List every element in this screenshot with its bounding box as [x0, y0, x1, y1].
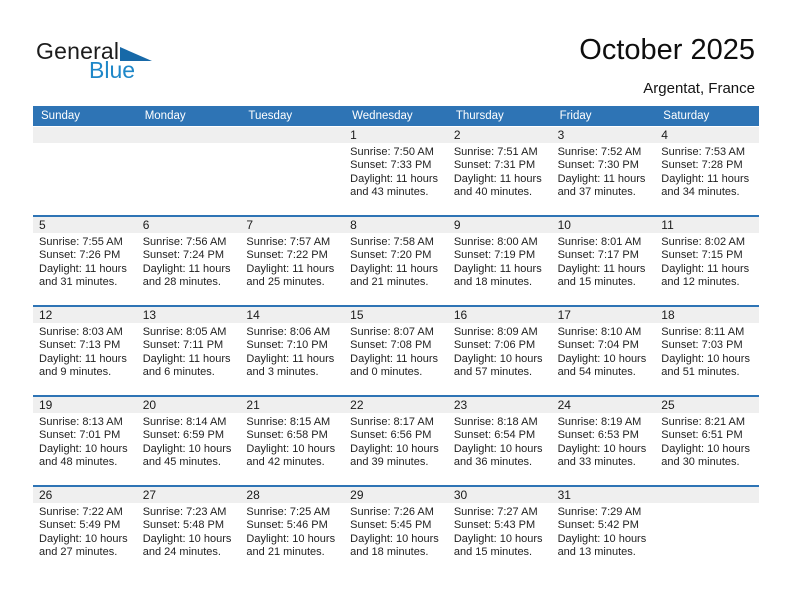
weekday-header: Thursday — [455, 110, 504, 122]
day-detail-line: and 28 minutes. — [142, 276, 221, 289]
day-detail-line: Sunset: 5:48 PM — [142, 519, 225, 532]
day-number: 22 — [350, 398, 364, 412]
logo-text-general: General — [36, 38, 120, 64]
day-number: 3 — [557, 128, 565, 142]
day-cell — [33, 323, 137, 395]
day-detail-line: Sunset: 6:59 PM — [142, 429, 225, 442]
day-detail-line: Sunset: 5:49 PM — [39, 519, 121, 532]
day-detail-line: Sunrise: 7:56 AM — [142, 236, 227, 248]
day-detail-line: Sunrise: 8:14 AM — [142, 416, 227, 428]
day-detail-line: Sunset: 7:08 PM — [350, 339, 432, 352]
day-detail-line: Daylight: 11 hours — [142, 262, 231, 275]
day-cell — [33, 503, 137, 575]
day-detail-line: Daylight: 11 hours — [246, 352, 335, 365]
day-number: 15 — [350, 308, 364, 322]
day-detail-line: and 27 minutes. — [39, 546, 118, 559]
day-cell — [448, 323, 552, 395]
week-row — [33, 395, 759, 485]
day-detail-line: and 40 minutes. — [453, 186, 533, 199]
day-detail-line: Sunset: 7:20 PM — [350, 249, 432, 262]
weekday-header: Friday — [559, 110, 592, 122]
day-detail-line: Daylight: 11 hours — [39, 262, 127, 275]
day-detail-line: Sunrise: 8:01 AM — [557, 236, 642, 248]
weekday-header: Sunday — [41, 110, 81, 122]
day-detail-line: Daylight: 10 hours — [453, 352, 543, 365]
weekday-header-row — [33, 106, 759, 126]
day-number: 6 — [142, 218, 150, 232]
day-detail-line: Sunrise: 8:02 AM — [661, 236, 746, 248]
day-detail-line: and 12 minutes. — [661, 276, 740, 289]
day-detail-line: Daylight: 10 hours — [350, 442, 439, 455]
day-detail-line: Sunrise: 7:52 AM — [557, 146, 642, 158]
day-detail-line: Sunset: 7:01 PM — [39, 429, 121, 442]
week-row — [33, 215, 759, 305]
date-band — [33, 397, 759, 413]
day-detail-line: Sunrise: 8:11 AM — [661, 326, 745, 338]
day-detail-line: and 0 minutes. — [350, 366, 423, 379]
day-detail-line: Sunset: 6:56 PM — [350, 429, 432, 442]
date-band — [33, 217, 759, 233]
day-detail-line: Daylight: 11 hours — [557, 262, 646, 275]
day-cell — [655, 323, 759, 395]
week-row — [33, 485, 759, 575]
day-cell — [137, 413, 241, 485]
day-detail-line: Sunrise: 8:21 AM — [661, 416, 746, 428]
day-number: 5 — [39, 218, 46, 232]
day-detail-line: Sunrise: 8:06 AM — [246, 326, 331, 338]
day-detail-line: Daylight: 10 hours — [39, 532, 128, 545]
day-detail-line: and 48 minutes. — [39, 456, 118, 469]
day-detail-line: and 13 minutes. — [557, 546, 636, 559]
week-body — [33, 143, 759, 215]
day-detail-line: Daylight: 10 hours — [453, 532, 543, 545]
day-detail-line: and 6 minutes. — [142, 366, 215, 379]
day-cell — [33, 233, 137, 305]
day-cell — [448, 143, 552, 215]
day-detail-line: Daylight: 10 hours — [557, 532, 647, 545]
day-detail-line: Sunrise: 8:07 AM — [350, 326, 434, 338]
day-detail-line: Daylight: 10 hours — [142, 532, 232, 545]
day-cell — [552, 503, 656, 575]
day-detail-line: Sunrise: 8:10 AM — [557, 326, 642, 338]
day-number: 4 — [661, 128, 668, 142]
day-number: 24 — [557, 398, 571, 412]
page-title: October 2025 — [579, 34, 755, 66]
day-detail-line: and 15 minutes. — [453, 546, 533, 559]
day-number: 20 — [142, 398, 157, 412]
day-detail-line: Sunset: 7:24 PM — [142, 249, 225, 262]
day-number: 10 — [557, 218, 571, 232]
day-number: 14 — [246, 308, 260, 322]
day-detail-line: Daylight: 11 hours — [453, 262, 542, 275]
day-detail-line: and 30 minutes. — [661, 456, 740, 469]
day-cell — [240, 323, 344, 395]
day-number: 2 — [453, 128, 461, 142]
week-body — [33, 323, 759, 395]
day-cell — [240, 413, 344, 485]
date-band — [33, 127, 759, 143]
day-cell — [448, 233, 552, 305]
empty-day-cell — [240, 143, 344, 215]
day-detail-line: Sunrise: 8:03 AM — [39, 326, 123, 338]
day-detail-line: Sunset: 6:58 PM — [246, 429, 328, 442]
day-number: 7 — [246, 218, 254, 232]
date-band — [33, 307, 759, 323]
day-number: 19 — [39, 398, 53, 412]
week-row — [33, 127, 759, 215]
week-body — [33, 413, 759, 485]
day-detail-line: Sunrise: 7:27 AM — [453, 506, 538, 518]
day-detail-line: Sunset: 7:15 PM — [661, 249, 743, 262]
general-blue-logo — [36, 40, 152, 82]
calendar-grid — [33, 127, 759, 575]
day-detail-line: Sunrise: 8:15 AM — [246, 416, 331, 428]
logo-text-blue: Blue — [89, 57, 136, 83]
day-cell — [552, 233, 656, 305]
day-detail-line: and 37 minutes. — [557, 186, 636, 199]
day-detail-line: and 21 minutes. — [246, 546, 325, 559]
day-detail-line: Sunset: 7:26 PM — [39, 249, 121, 262]
day-detail-line: and 51 minutes. — [661, 366, 740, 379]
day-number: 17 — [557, 308, 571, 322]
day-detail-line: and 43 minutes. — [350, 186, 429, 199]
title-block — [579, 34, 755, 97]
day-detail-line: Daylight: 11 hours — [350, 352, 438, 365]
weekday-header: Wednesday — [352, 110, 413, 122]
day-detail-line: Daylight: 11 hours — [39, 352, 127, 365]
page-subtitle: Argentat, France — [643, 80, 755, 97]
day-detail-line: Daylight: 11 hours — [350, 262, 438, 275]
day-detail-line: and 15 minutes. — [557, 276, 636, 289]
day-cell — [552, 143, 656, 215]
weekday-header: Tuesday — [248, 110, 293, 122]
day-detail-line: Sunrise: 7:23 AM — [142, 506, 227, 518]
day-detail-line: Sunset: 6:54 PM — [453, 429, 536, 442]
empty-day-cell — [655, 503, 759, 575]
day-cell — [655, 143, 759, 215]
day-detail-line: Daylight: 10 hours — [661, 442, 750, 455]
day-cell — [137, 233, 241, 305]
day-detail-line: Sunset: 7:19 PM — [453, 249, 536, 262]
day-cell — [448, 503, 552, 575]
day-detail-line: and 21 minutes. — [350, 276, 429, 289]
day-detail-line: Daylight: 11 hours — [557, 172, 646, 185]
day-number: 21 — [246, 398, 260, 412]
day-cell — [33, 413, 137, 485]
day-detail-line: Sunrise: 8:00 AM — [453, 236, 538, 248]
day-number: 29 — [350, 488, 364, 502]
day-cell — [240, 503, 344, 575]
day-cell — [344, 323, 448, 395]
day-number: 9 — [453, 218, 461, 232]
day-number: 1 — [350, 128, 357, 142]
day-detail-line: Sunrise: 8:19 AM — [557, 416, 642, 428]
day-detail-line: Sunrise: 8:05 AM — [142, 326, 227, 338]
week-body — [33, 233, 759, 305]
day-detail-line: Daylight: 10 hours — [557, 352, 647, 365]
day-detail-line: Sunrise: 7:26 AM — [350, 506, 434, 518]
day-detail-line: Sunset: 7:13 PM — [39, 339, 121, 352]
day-detail-line: Sunrise: 7:25 AM — [246, 506, 331, 518]
weekday-header: Saturday — [663, 110, 710, 122]
day-cell — [137, 323, 241, 395]
day-number: 18 — [661, 308, 675, 322]
day-detail-line: and 57 minutes. — [453, 366, 533, 379]
day-number: 27 — [142, 488, 157, 502]
day-detail-line: Daylight: 11 hours — [350, 172, 438, 185]
day-detail-line: Daylight: 11 hours — [453, 172, 542, 185]
empty-day-cell — [33, 143, 137, 215]
day-number: 13 — [142, 308, 157, 322]
day-cell — [448, 413, 552, 485]
day-detail-line: Sunrise: 8:18 AM — [453, 416, 538, 428]
week-body — [33, 503, 759, 575]
day-cell — [552, 323, 656, 395]
week-row — [33, 305, 759, 395]
day-detail-line: Sunrise: 7:51 AM — [453, 146, 538, 158]
day-detail-line: Daylight: 11 hours — [246, 262, 335, 275]
day-detail-line: Sunset: 7:17 PM — [557, 249, 639, 262]
day-detail-line: Daylight: 10 hours — [39, 442, 128, 455]
day-detail-line: Sunrise: 7:55 AM — [39, 236, 123, 248]
day-number: 11 — [661, 218, 674, 232]
day-detail-line: Sunset: 7:28 PM — [661, 159, 743, 172]
day-cell — [240, 233, 344, 305]
day-detail-line: Sunrise: 7:50 AM — [350, 146, 434, 158]
day-detail-line: Sunrise: 7:22 AM — [39, 506, 123, 518]
day-detail-line: Daylight: 10 hours — [661, 352, 750, 365]
day-detail-line: and 42 minutes. — [246, 456, 325, 469]
day-detail-line: Sunset: 7:31 PM — [453, 159, 536, 172]
day-detail-line: Sunrise: 7:29 AM — [557, 506, 642, 518]
day-cell — [344, 233, 448, 305]
day-detail-line: Sunset: 7:10 PM — [246, 339, 328, 352]
day-cell — [137, 503, 241, 575]
day-detail-line: Sunset: 5:46 PM — [246, 519, 328, 532]
day-detail-line: and 39 minutes. — [350, 456, 429, 469]
day-detail-line: and 3 minutes. — [246, 366, 319, 379]
day-detail-line: Sunset: 6:51 PM — [661, 429, 743, 442]
day-detail-line: and 36 minutes. — [453, 456, 533, 469]
day-detail-line: Sunrise: 7:58 AM — [350, 236, 434, 248]
day-detail-line: and 25 minutes. — [246, 276, 325, 289]
day-detail-line: Sunrise: 8:09 AM — [453, 326, 538, 338]
day-detail-line: Sunset: 5:43 PM — [453, 519, 536, 532]
day-cell — [655, 233, 759, 305]
calendar-table — [33, 106, 759, 575]
date-band — [33, 487, 759, 503]
day-detail-line: and 9 minutes. — [39, 366, 112, 379]
day-detail-line: Daylight: 10 hours — [142, 442, 232, 455]
weekday-header: Monday — [144, 110, 186, 122]
day-detail-line: Sunrise: 8:17 AM — [350, 416, 434, 428]
day-detail-line: and 34 minutes. — [661, 186, 740, 199]
empty-day-cell — [137, 143, 241, 215]
day-number: 31 — [557, 488, 571, 502]
day-number: 16 — [453, 308, 468, 322]
day-detail-line: Sunset: 7:22 PM — [246, 249, 328, 262]
day-detail-line: and 33 minutes. — [557, 456, 636, 469]
day-detail-line: Sunset: 5:42 PM — [557, 519, 639, 532]
day-number: 28 — [246, 488, 260, 502]
day-cell — [552, 413, 656, 485]
day-number: 23 — [453, 398, 468, 412]
day-detail-line: Sunrise: 7:57 AM — [246, 236, 331, 248]
day-detail-line: Sunset: 6:53 PM — [557, 429, 639, 442]
day-cell — [655, 413, 759, 485]
day-cell — [344, 143, 448, 215]
day-detail-line: Daylight: 10 hours — [557, 442, 647, 455]
day-detail-line: and 45 minutes. — [142, 456, 221, 469]
day-detail-line: and 18 minutes. — [453, 276, 533, 289]
day-detail-line: and 54 minutes. — [557, 366, 636, 379]
day-detail-line: Daylight: 10 hours — [350, 532, 439, 545]
day-detail-line: Daylight: 11 hours — [661, 172, 750, 185]
day-detail-line: Sunset: 7:03 PM — [661, 339, 743, 352]
day-number: 12 — [39, 308, 53, 322]
day-number: 8 — [350, 218, 357, 232]
day-detail-line: Daylight: 10 hours — [246, 532, 336, 545]
day-number: 25 — [661, 398, 675, 412]
day-detail-line: Sunset: 5:45 PM — [350, 519, 432, 532]
day-detail-line: Daylight: 11 hours — [661, 262, 750, 275]
day-detail-line: Sunset: 7:11 PM — [142, 339, 224, 352]
day-detail-line: Sunset: 7:06 PM — [453, 339, 536, 352]
day-number: 26 — [39, 488, 53, 502]
day-detail-line: and 24 minutes. — [142, 546, 221, 559]
day-detail-line: Sunrise: 8:13 AM — [39, 416, 123, 428]
day-detail-line: Sunset: 7:33 PM — [350, 159, 432, 172]
day-cell — [344, 503, 448, 575]
day-detail-line: and 31 minutes. — [39, 276, 118, 289]
day-detail-line: Sunset: 7:30 PM — [557, 159, 639, 172]
day-cell — [344, 413, 448, 485]
day-detail-line: Daylight: 10 hours — [246, 442, 336, 455]
day-number: 30 — [453, 488, 468, 502]
day-detail-line: Sunset: 7:04 PM — [557, 339, 639, 352]
day-detail-line: Daylight: 11 hours — [142, 352, 231, 365]
day-detail-line: and 18 minutes. — [350, 546, 429, 559]
day-detail-line: Sunrise: 7:53 AM — [661, 146, 746, 158]
day-detail-line: Daylight: 10 hours — [453, 442, 543, 455]
